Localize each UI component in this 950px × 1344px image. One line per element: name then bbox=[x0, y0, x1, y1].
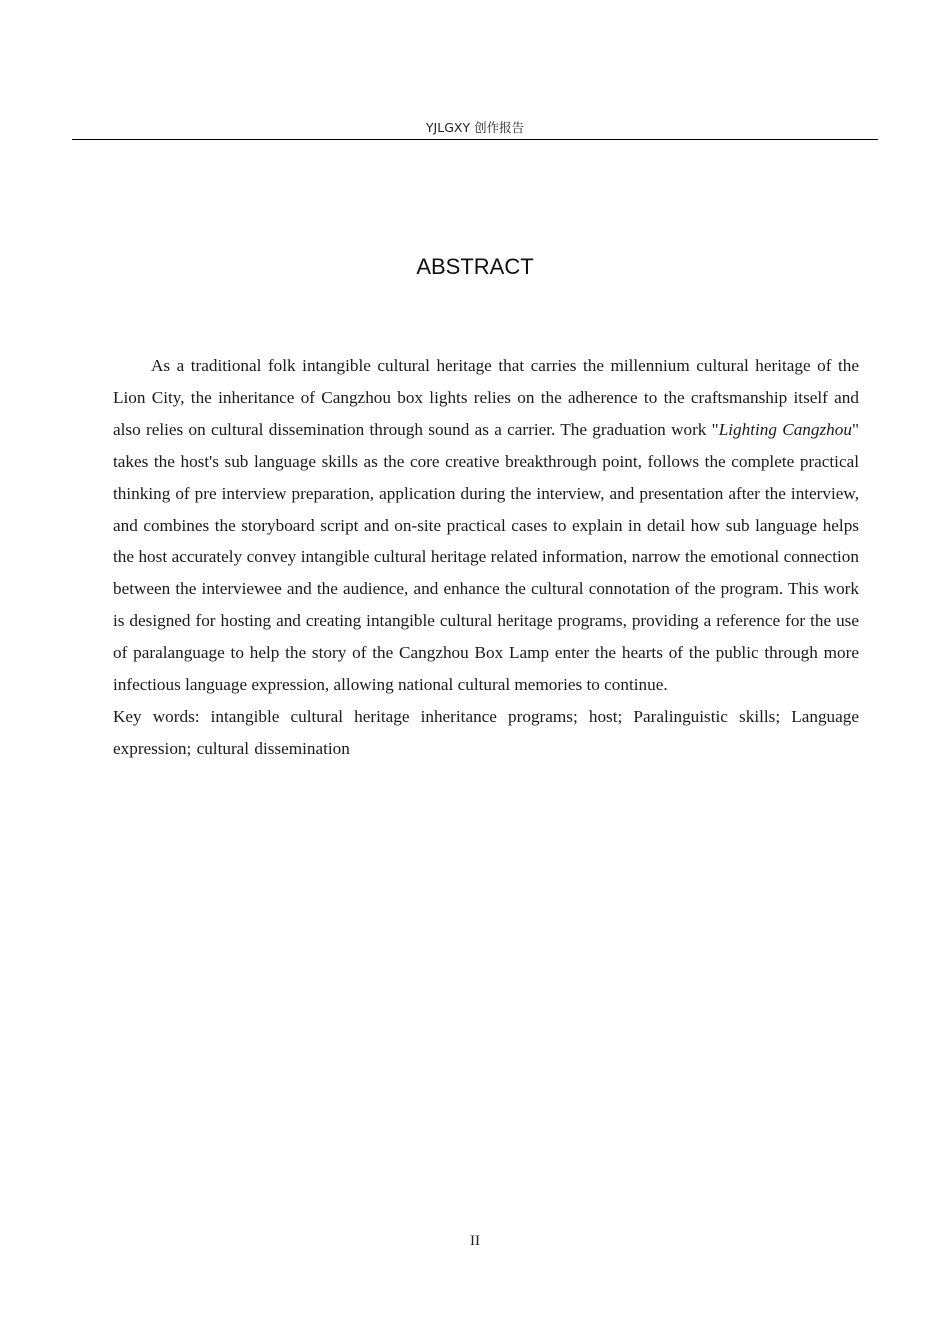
page-number: II bbox=[470, 1233, 480, 1249]
work-title: Lighting Cangzhou bbox=[718, 419, 852, 439]
abstract-body bbox=[113, 350, 859, 765]
running-header: YJLGXY 创作报告 bbox=[72, 118, 878, 140]
abstract-paragraph bbox=[113, 350, 859, 701]
abstract-text-part-1: As a traditional folk intangible cultural heritage that carries the millennium cultural heritage of the Lion City, the inheritance of Cangzhou box lights relies on the adherence to the craftsmanship itself and also relies on cultural dissemination through sound as a carrier. The graduation work " bbox=[113, 356, 859, 439]
keywords-line: Key words: intangible cultural heritage inheritance programs; host; Paralinguistic skills; Language expression; cultural dissemination bbox=[113, 706, 859, 758]
abstract-text-part-2: " takes the host's sub language skills as the core creative breakthrough point, follows the complete practical thinking of pre interview preparation, application during the interview, and presentation after the interview, and combines the storyboard script and on-site practical cases to explain in detail how sub language helps the host accurately convey intangible cultural heritage related information, narrow the emotional connection between the interviewee and the audience, and enhance the cultural connotation of the program. This work is designed for hosting and creating intangible cultural heritage programs, providing a reference for the use of paralanguage to help the story of the Cangzhou Box Lamp enter the hearts of the public through more infectious language expression, allowing national cultural memories to continue. bbox=[113, 419, 859, 695]
abstract-title: ABSTRACT bbox=[416, 254, 534, 279]
